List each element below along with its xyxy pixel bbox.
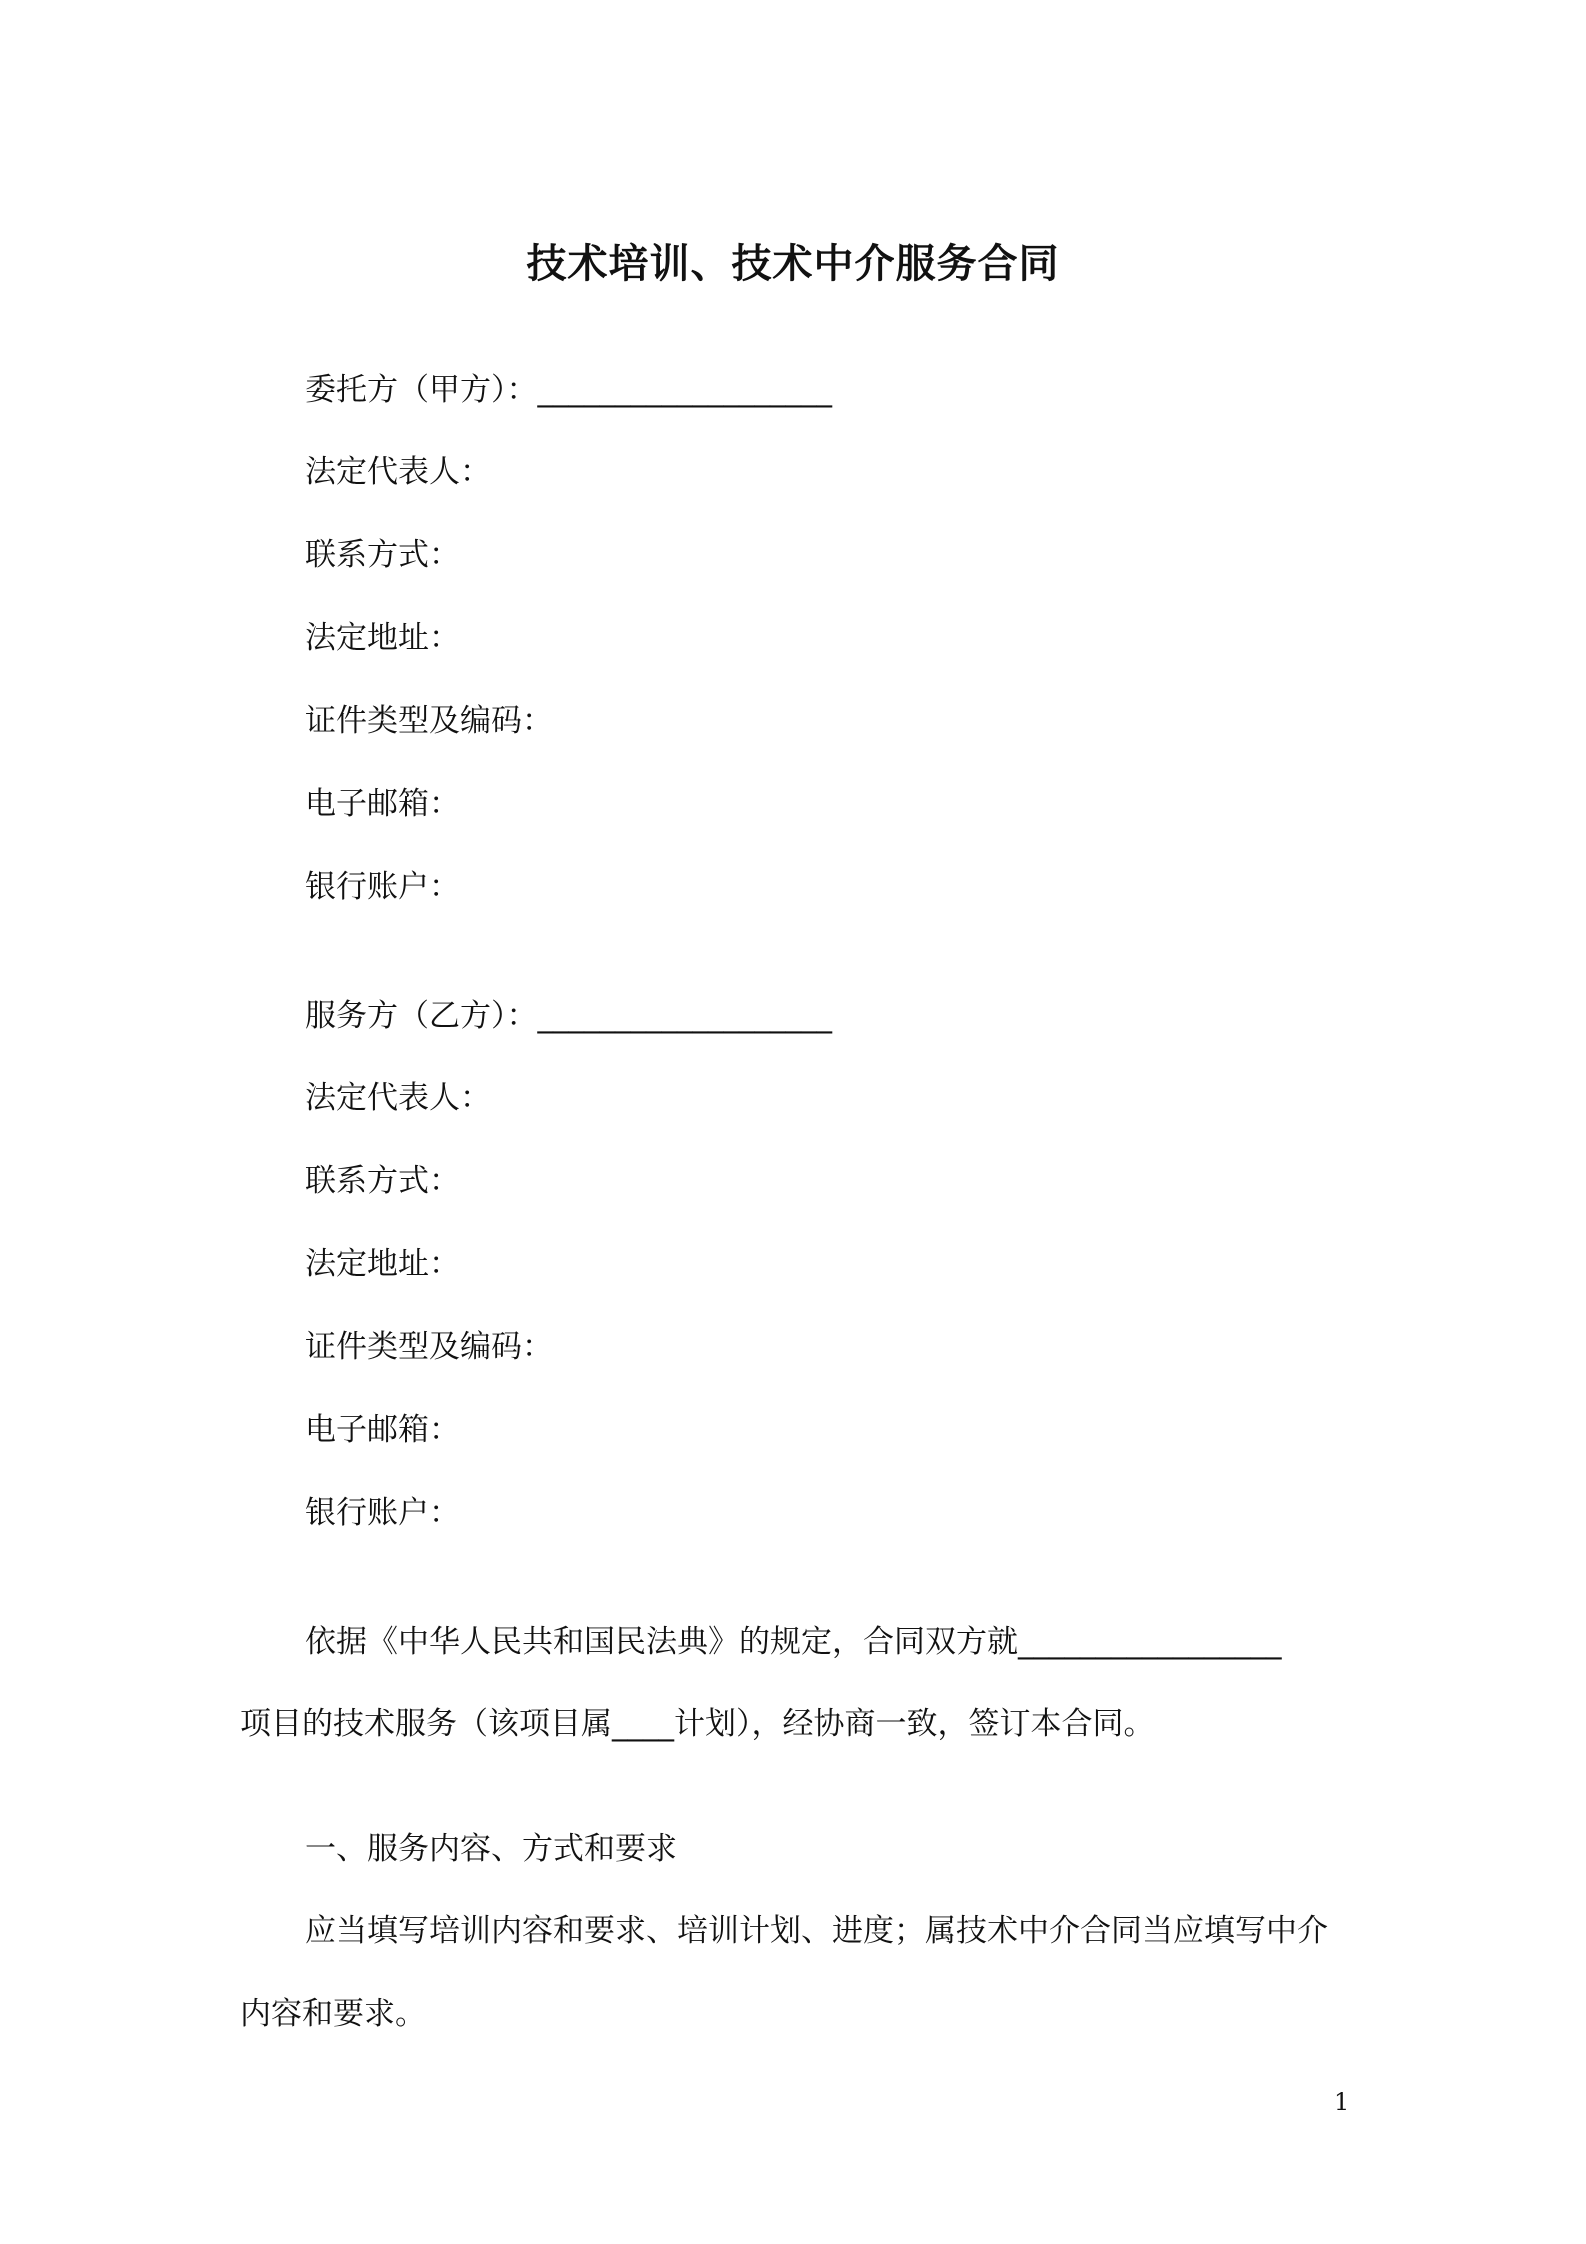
party-b-legal-representative: 法定代表人： [305,1080,491,1116]
page-number: 1 [1334,2088,1350,2116]
party-b-bank-account: 银行账户： [305,1495,460,1531]
party-b-contact: 联系方式： [305,1163,460,1199]
party-b-address: 法定地址： [305,1246,460,1282]
document-title: 技术培训、技术中介服务合同 [526,241,1060,287]
party-b-email: 电子邮箱： [305,1412,460,1448]
party-a-id-type: 证件类型及编码： [305,703,553,739]
section-1-line-2: 内容和要求。 [240,1996,426,2032]
party-a-legal-representative: 法定代表人： [305,454,491,490]
party-b-heading: 服务方（乙方）：___________________ [305,998,832,1034]
preamble-line-2: 项目的技术服务（该项目属____计划），经协商一致，签订本合同。 [240,1706,1155,1742]
party-a-heading: 委托方（甲方）：___________________ [305,372,832,408]
preamble-line-1: 依据《中华人民共和国民法典》的规定，合同双方就_________________ [305,1624,1282,1660]
party-a-address: 法定地址： [305,620,460,656]
party-a-email: 电子邮箱： [305,786,460,822]
section-1-heading: 一、服务内容、方式和要求 [305,1831,677,1867]
section-1-line-1: 应当填写培训内容和要求、培训计划、进度；属技术中介合同当应填写中介 [305,1913,1328,1949]
party-a-bank-account: 银行账户： [305,869,460,905]
party-a-contact: 联系方式： [305,537,460,573]
party-b-id-type: 证件类型及编码： [305,1329,553,1365]
